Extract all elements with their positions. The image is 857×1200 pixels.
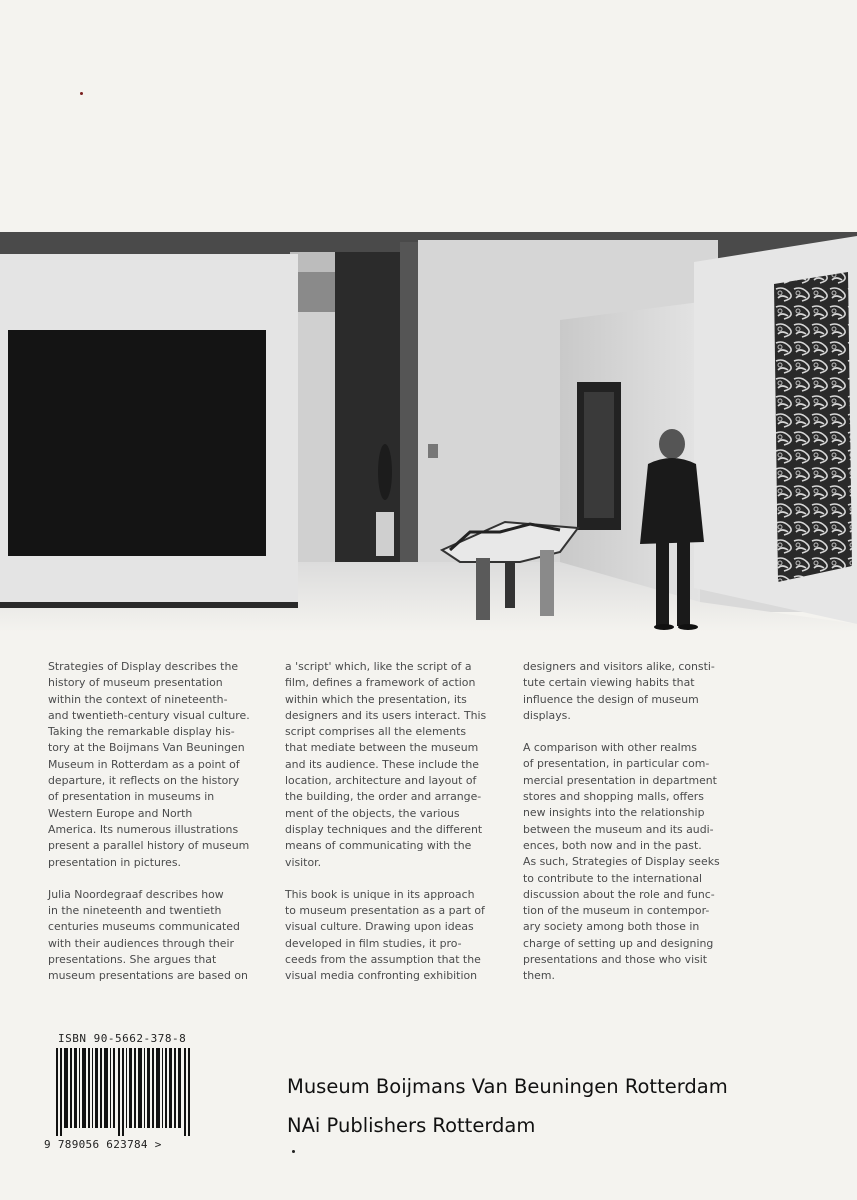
description-paragraph: This book is unique in its approach to museum presentation as a part of visual culture. Drawing upon ideas developed in film studies, it pro- ceeds from the assumption that the visual media confronting exhibition bbox=[285, 887, 485, 983]
description-paragraph: Strategies of Display describes the history of museum presentation within the context of nineteenth- and twentieth-century visual culture. Taking the remarkable display his- tory at the Boijmans Van Beuningen Museum in Rotterdam as a point of departure, it reflects on the history of presentation in museums in Western Europe and North America. Its numerous illustrations present a parallel history of museum presentation in pictures. bbox=[48, 660, 250, 869]
description-column-3 bbox=[523, 659, 748, 985]
barcode bbox=[56, 1048, 190, 1136]
publisher-line-2: NAi Publishers Rotterdam bbox=[287, 1114, 536, 1137]
barcode-number: 9 789056 623784 > bbox=[44, 1138, 162, 1151]
description-paragraph: A comparison with other realms of presentation, in particular com- mercial presentation in department stores and shopping malls, offers new insights into the relationship between the museum and its audi- ences, both now and in the past. As such, Strategies of Display seeks to contribute to the international discussion about the role and func- tion of the museum in contempor- ary society among both those in charge of setting up and designing presentations and those who visit them. bbox=[523, 741, 720, 983]
description-column-2 bbox=[285, 659, 510, 985]
description-column-1 bbox=[48, 659, 270, 985]
print-speck bbox=[80, 92, 83, 95]
description-paragraph: Julia Noordegraaf describes how in the nineteenth and twentieth centuries museums communicated with their audiences through their presentations. She argues that museum presentations are based on bbox=[48, 887, 248, 983]
description-paragraph: designers and visitors alike, consti- tute certain viewing habits that influence the design of museum displays. bbox=[523, 660, 715, 722]
isbn-label: ISBN 90-5662-378-8 bbox=[58, 1032, 187, 1045]
gallery-photograph bbox=[0, 232, 857, 632]
publisher-line-1: Museum Boijmans Van Beuningen Rotterdam bbox=[287, 1075, 728, 1098]
description-paragraph: a 'script' which, like the script of a film, defines a framework of action within which the presentation, its designers and its users interact. This script comprises all the elements that mediate between the museum and its audience. These include the location, architecture and layout of the building, the order and arrange- ment of the objects, the various display techniques and the different means of communicating with the visitor. bbox=[285, 660, 487, 869]
print-speck bbox=[292, 1150, 295, 1153]
